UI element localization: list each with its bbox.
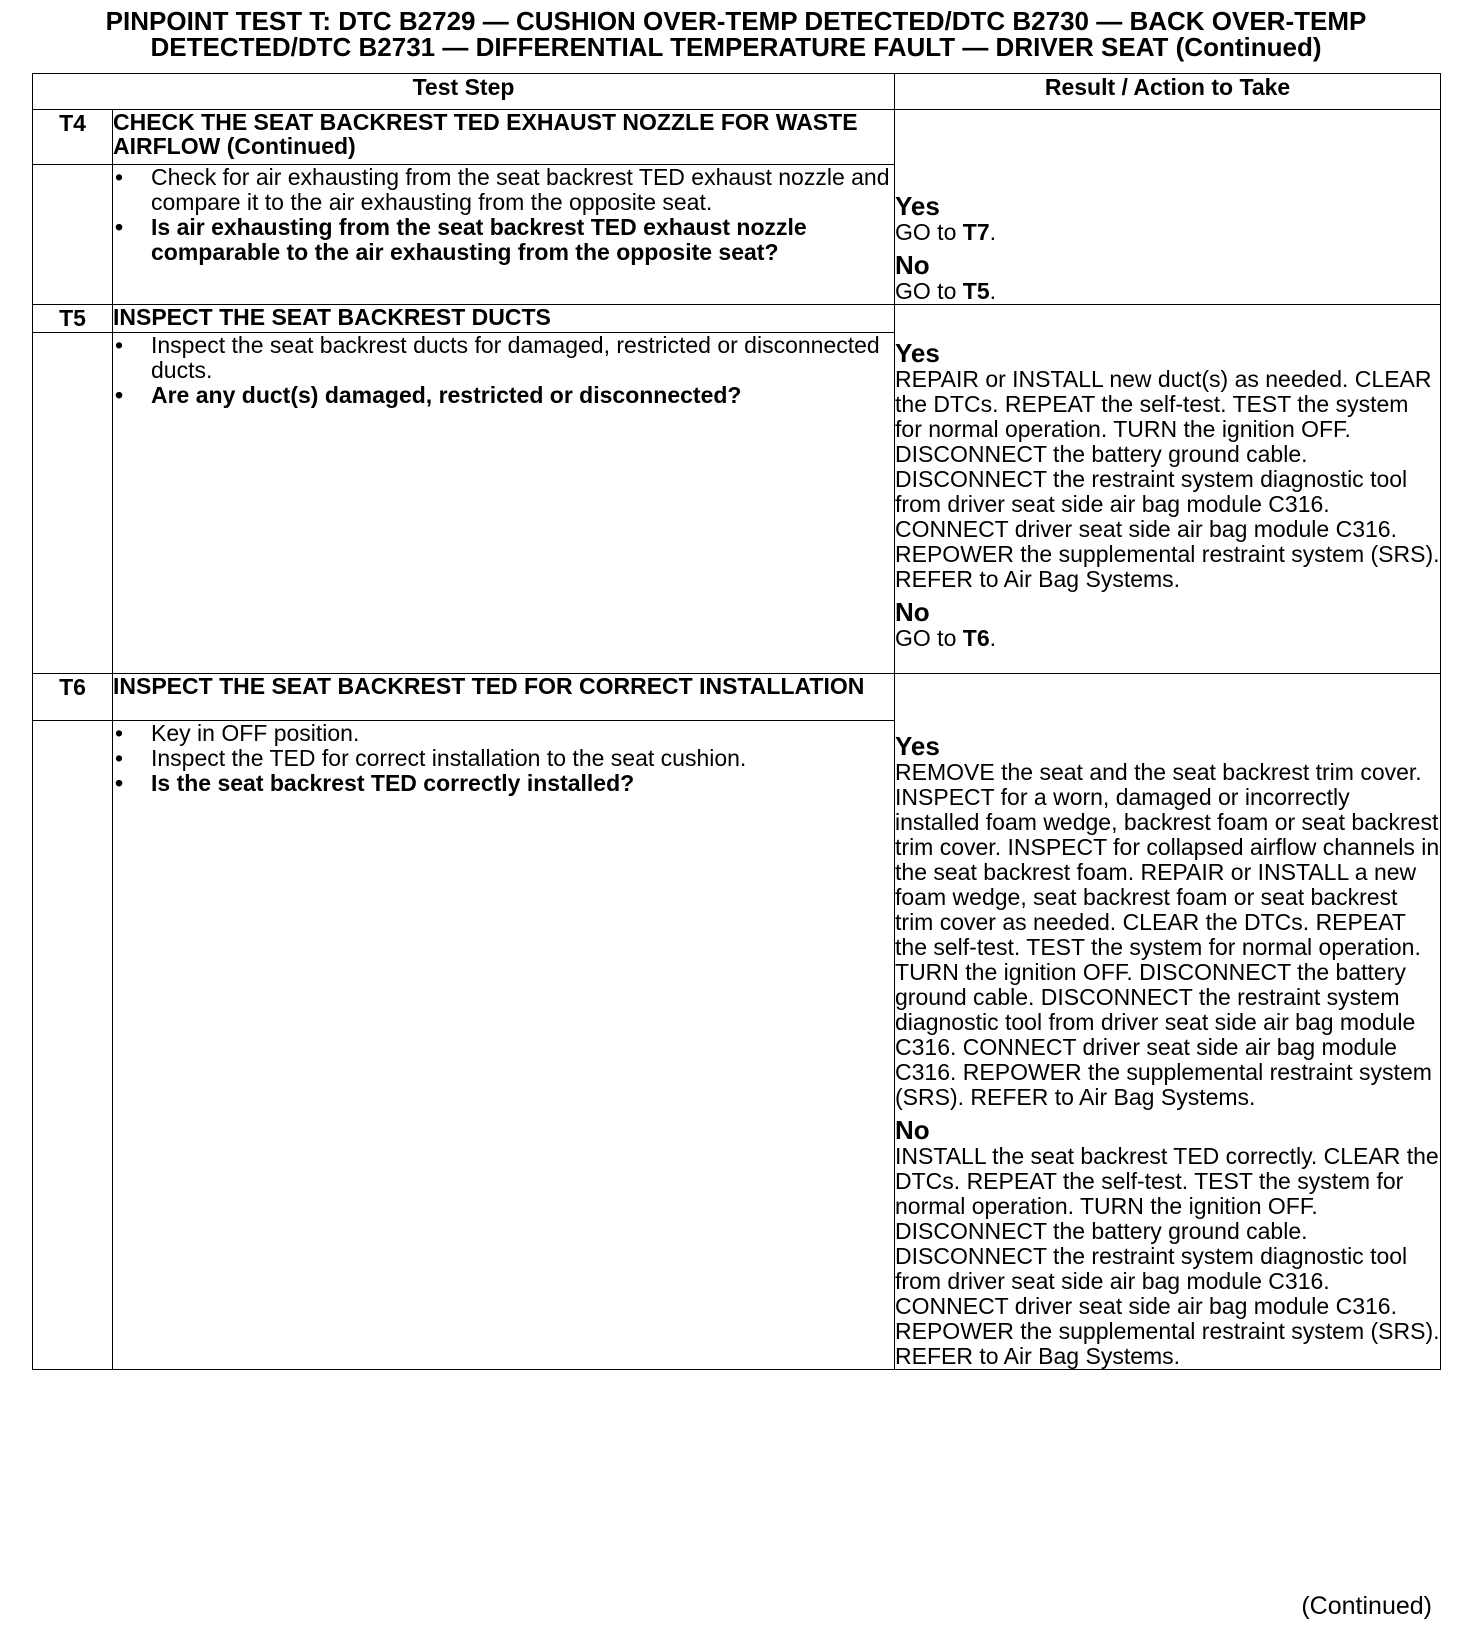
step-t4-title-row (33, 110, 1441, 165)
table-header-row (33, 74, 1441, 110)
step-body (113, 164, 895, 304)
goto-target: T5 (962, 278, 990, 304)
step-title: INSPECT THE SEAT BACKREST TED FOR CORRECT INSTALLATION (113, 674, 895, 721)
list-item: • Inspect the TED for correct installation to the seat cushion. (113, 746, 894, 771)
goto-target: T7 (962, 219, 990, 245)
step-t5-result (895, 305, 1441, 674)
result-yes-action: REMOVE the seat and the seat backrest trim cover. INSPECT for a worn, damaged or incorrectly installed foam wedge, backrest foam or seat backrest trim cover. INSPECT for collapsed airflow channels in the seat backrest foam. REPAIR or INSTALL a new foam wedge, seat backrest foam or seat backrest trim cover as needed. CLEAR the DTCs. REPEAT the self-test. TEST the system for normal operation. TURN the ignition OFF. DISCONNECT the battery ground cable. DISCONNECT the restraint system diagnostic tool from driver seat side air bag module C316. CONNECT driver seat side air bag module C316. REPOWER the supplemental restraint system (SRS). REFER to Air Bag Systems. (895, 759, 1440, 1110)
header-result: Result / Action to Take (895, 74, 1441, 110)
step-id: T5 (33, 305, 113, 333)
result-no-action: GO to T5. (895, 278, 996, 304)
page-title (0, 8, 1472, 60)
step-question: • Is air exhausting from the seat backrest TED exhaust nozzle comparable to the air exhausting from the opposite seat? (113, 215, 894, 265)
result-yes-label: Yes (895, 191, 940, 221)
result-yes-label: Yes (895, 731, 940, 761)
result-no-label: No (895, 597, 930, 627)
step-title: INSPECT THE SEAT BACKREST DUCTS (113, 305, 895, 333)
list-item: • Inspect the seat backrest ducts for damaged, restricted or disconnected ducts. (113, 333, 894, 383)
step-t5-title-row (33, 305, 1441, 333)
result-yes-label: Yes (895, 338, 940, 368)
step-t4-result (895, 110, 1441, 305)
step-id: T6 (33, 674, 113, 721)
result-no-label: No (895, 1115, 930, 1145)
step-body (113, 721, 895, 1370)
result-no-action: GO to T6. (895, 625, 996, 651)
result-yes-action: REPAIR or INSTALL new duct(s) as needed. CLEAR the DTCs. REPEAT the self-test. TEST the system for normal operation. TURN the ignition OFF. DISCONNECT the battery ground cable. DISCONNECT the restraint system diagnostic tool from driver seat side air bag module C316. CONNECT driver seat side air bag module C316. REPOWER the supplemental restraint system (SRS). REFER to Air Bag Systems. (895, 366, 1440, 592)
goto-target: T6 (962, 625, 990, 651)
pinpoint-test-table (32, 73, 1441, 1370)
title-line-2: DETECTED/DTC B2731 — DIFFERENTIAL TEMPERATURE FAULT — DRIVER SEAT (Continued) (150, 32, 1322, 62)
step-t6-result (895, 674, 1441, 1370)
list-item: • Key in OFF position. (113, 721, 894, 746)
step-body (113, 333, 895, 674)
header-test-step: Test Step (33, 74, 895, 110)
step-t6-title-row (33, 674, 1441, 721)
step-id: T4 (33, 110, 113, 165)
result-yes-action: GO to T7. (895, 219, 996, 245)
continued-label: (Continued) (1301, 1592, 1432, 1620)
result-no-action: INSTALL the seat backrest TED correctly. CLEAR the DTCs. REPEAT the self-test. TEST the system for normal operation. TURN the ignition OFF. DISCONNECT the battery ground cable. DISCONNECT the restraint system diagnostic tool from driver seat side air bag module C316. CONNECT driver seat side air bag module C316. REPOWER the supplemental restraint system (SRS). REFER to Air Bag Systems. (895, 1143, 1440, 1369)
step-title: CHECK THE SEAT BACKREST TED EXHAUST NOZZLE FOR WASTE AIRFLOW (Continued) (113, 110, 895, 165)
step-question: • Are any duct(s) damaged, restricted or disconnected? (113, 383, 894, 408)
list-item: • Check for air exhausting from the seat backrest TED exhaust nozzle and compare it to the air exhausting from the opposite seat. (113, 165, 894, 215)
result-no-label: No (895, 250, 930, 280)
step-question: • Is the seat backrest TED correctly installed? (113, 771, 894, 796)
title-line-1: PINPOINT TEST T: DTC B2729 — CUSHION OVER-TEMP DETECTED/DTC B2730 — BACK OVER-TEMP (105, 6, 1367, 36)
